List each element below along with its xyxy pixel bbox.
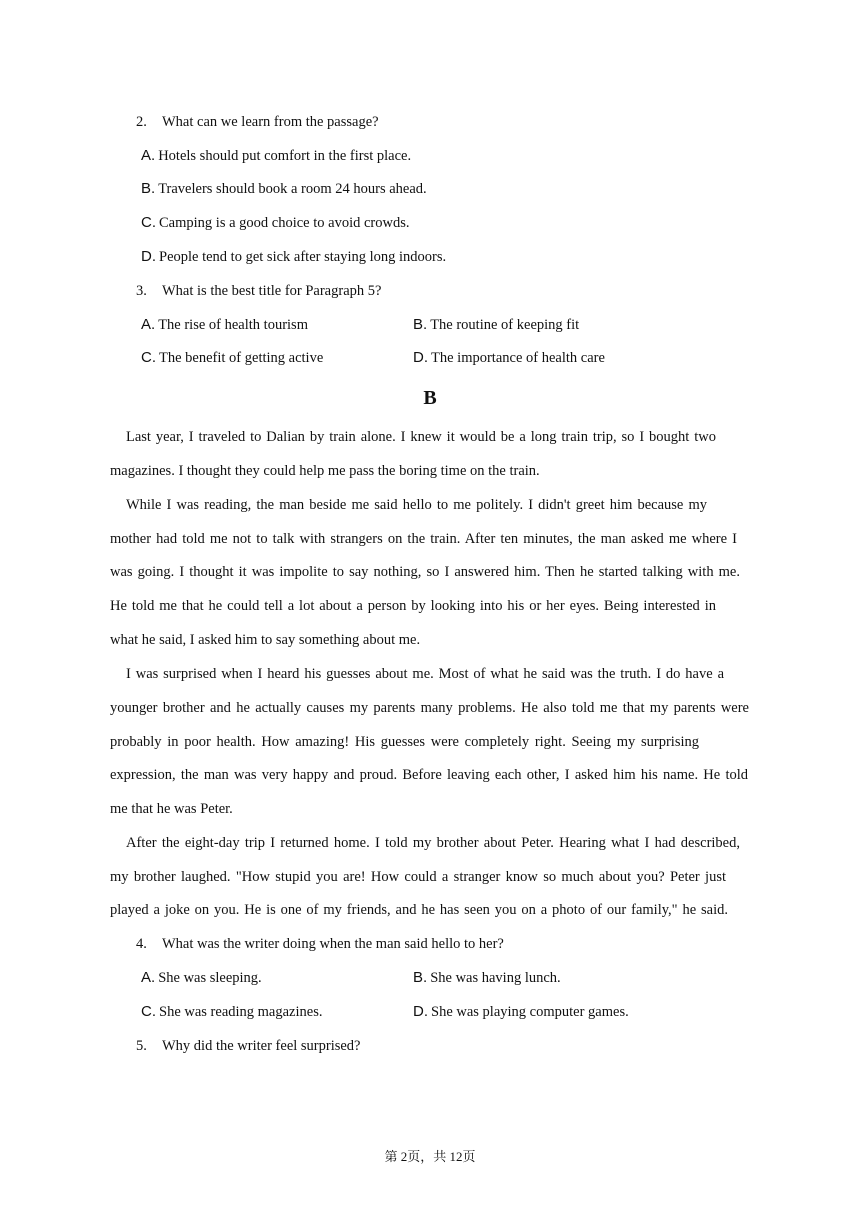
question-text: What can we learn from the passage?: [162, 114, 379, 130]
question-number: 4.: [136, 936, 147, 952]
option-letter: B.: [141, 180, 156, 197]
question-text: What was the writer doing when the man said hello to her?: [162, 936, 504, 952]
option-text: Hotels should put comfort in the first place.: [158, 148, 412, 164]
option-letter: C.: [141, 1003, 156, 1020]
option-text: The benefit of getting active: [159, 350, 324, 366]
option-letter: A.: [141, 316, 156, 333]
option-text: Travelers should book a room 24 hours ahead.: [158, 181, 427, 197]
passage-line: magazines. I thought they could help me pass the boring time on the train.: [110, 463, 540, 479]
passage-line: While I was reading, the man beside me said hello to me politely. I didn't greet him because my: [126, 497, 707, 513]
question-4: [136, 934, 504, 954]
option-letter: D.: [413, 349, 428, 366]
passage-line: expression, the man was very happy and proud. Before leaving each other, I asked him his name. He told: [110, 767, 748, 783]
passage-line: younger brother and he actually causes my parents many problems. He also told me that my parents were: [110, 700, 749, 716]
option-letter: D.: [141, 248, 156, 265]
question-2: [136, 112, 379, 132]
option-letter: A.: [141, 969, 156, 986]
q3-option-b: [413, 315, 579, 335]
q2-option-a: [141, 146, 411, 166]
q4-option-d: [413, 1002, 629, 1022]
passage-line: After the eight-day trip I returned home. I told my brother about Peter. Hearing what I had described,: [126, 835, 740, 851]
option-text: Camping is a good choice to avoid crowds.: [159, 215, 410, 231]
q2-option-d: [141, 247, 446, 267]
option-letter: C.: [141, 214, 156, 231]
passage-line: played a joke on you. He is one of my friends, and he has seen you on a photo of our family," he said.: [110, 902, 728, 918]
passage-line: me that he was Peter.: [110, 801, 233, 817]
option-text: The importance of health care: [431, 350, 605, 366]
passage-line: my brother laughed. "How stupid you are! How could a stranger know so much about you? Peter just: [110, 869, 726, 885]
question-number: 5.: [136, 1038, 147, 1054]
question-3: [136, 281, 381, 301]
option-letter: D.: [413, 1003, 428, 1020]
q4-option-c: [141, 1002, 322, 1022]
option-text: People tend to get sick after staying long indoors.: [159, 249, 447, 265]
option-text: She was playing computer games.: [431, 1004, 629, 1020]
option-letter: B.: [413, 969, 428, 986]
q4-option-a: [141, 968, 262, 988]
passage-line: was going. I thought it was impolite to say nothing, so I answered him. Then he started talking with me.: [110, 564, 740, 580]
question-number: 3.: [136, 283, 147, 299]
option-text: She was sleeping.: [158, 970, 262, 986]
q3-option-c: [141, 348, 323, 368]
option-letter: C.: [141, 349, 156, 366]
q2-option-c: [141, 213, 409, 233]
q3-option-a: [141, 315, 308, 335]
option-text: The routine of keeping fit: [430, 317, 580, 333]
q3-option-d: [413, 348, 605, 368]
question-text: What is the best title for Paragraph 5?: [162, 283, 382, 299]
q2-option-b: [141, 179, 427, 199]
q4-option-b: [413, 968, 561, 988]
passage-line: mother had told me not to talk with strangers on the train. After ten minutes, the man asked me where I: [110, 531, 737, 547]
section-heading: B: [423, 387, 437, 409]
passage-line: what he said, I asked him to say something about me.: [110, 632, 421, 648]
option-letter: A.: [141, 147, 156, 164]
question-number: 2.: [136, 114, 147, 130]
option-text: She was reading magazines.: [159, 1004, 323, 1020]
option-letter: B.: [413, 316, 428, 333]
question-5: [136, 1036, 361, 1056]
option-text: She was having lunch.: [430, 970, 561, 986]
passage-line: probably in poor health. How amazing! His guesses were completely right. Seeing my surprising: [110, 734, 699, 750]
passage-line: Last year, I traveled to Dalian by train alone. I knew it would be a long train trip, so I bought two: [126, 429, 716, 445]
passage-line: I was surprised when I heard his guesses about me. Most of what he said was the truth. I do have a: [126, 666, 724, 682]
page-footer: 第 2页，共 12页: [384, 1149, 476, 1164]
option-text: The rise of health tourism: [158, 317, 308, 333]
passage-line: He told me that he could tell a lot about a person by looking into his or her eyes. Being interested in: [110, 598, 716, 614]
question-text: Why did the writer feel surprised?: [162, 1038, 361, 1054]
